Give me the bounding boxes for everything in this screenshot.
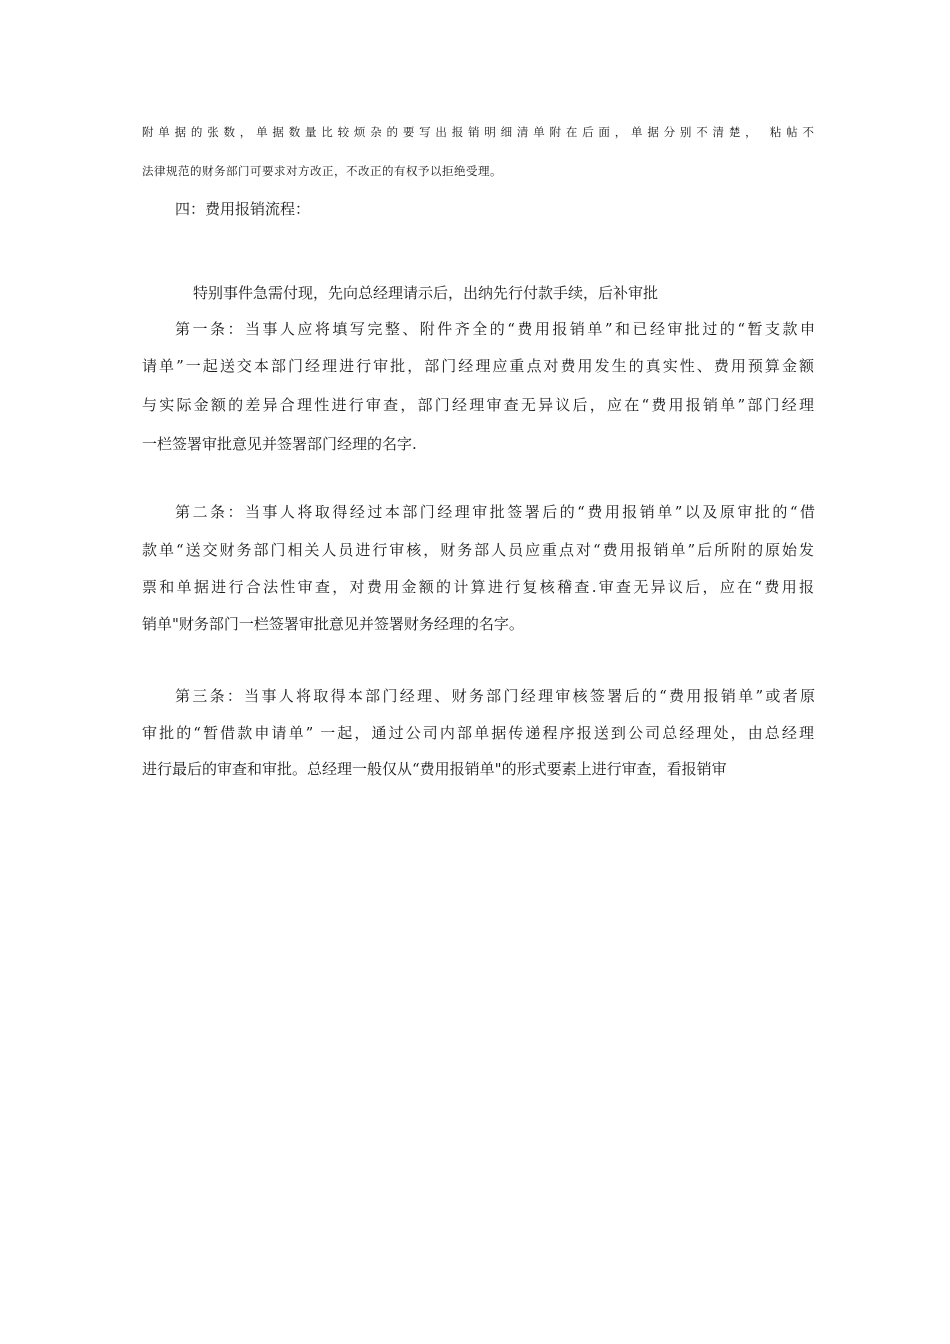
article3-line-3: 进行最后的审查和审批。总经理一般仅从“费用报销单"的形式要素上进行审查，看报销审: [142, 760, 727, 778]
intro-line-2: 法律规范的财务部门可要求对方改正，不改正的有权予以拒绝受理。: [142, 164, 502, 178]
special-note: 特别事件急需付现，先向总经理请示后，出纳先行付款手续，后补审批: [193, 284, 659, 302]
article1-line-3: 与实际金额的差异合理性进行审查，部门经理审查无异议后，应在“费用报销单”部门经理: [142, 396, 814, 414]
article2-line-2: 款单“送交财务部门相关人员进行审核，财务部人员应重点对“费用报销单”后所附的原始发: [142, 541, 814, 559]
article2-line-4: 销单"财务部门一栏签署审批意见并签署财务经理的名字。: [142, 615, 524, 633]
article1-line-4: 一栏签署审批意见并签署部门经理的名字.: [142, 435, 417, 453]
section-heading: 四：费用报销流程：: [175, 200, 311, 218]
article2-line-3: 票和单据进行合法性审查，对费用金额的计算进行复核稽查.审查无异议后，应在“费用报: [142, 578, 814, 596]
article1-line-2: 请单”一起送交本部门经理进行审批，部门经理应重点对费用发生的真实性、费用预算金额: [142, 357, 814, 375]
article3-line-2: 审批的“暂借款申请单” 一起，通过公司内部单据传递程序报送到公司总经理处，由总经理: [142, 724, 814, 742]
article3-line-1: 第三条：当事人将取得本部门经理、财务部门经理审核签署后的“费用报销单”或者原: [175, 687, 815, 705]
article2-line-1: 第二条：当事人将取得经过本部门经理审批签署后的“费用报销单”以及原审批的“借: [175, 503, 815, 521]
article1-line-1: 第一条：当事人应将填写完整、附件齐全的“费用报销单”和已经审批过的“暂支款申: [175, 320, 815, 338]
intro-line-1: 附单据的张数，单据数量比较烦杂的要写出报销明细清单附在后面，单据分别不清楚， 粘帖不: [142, 125, 814, 139]
